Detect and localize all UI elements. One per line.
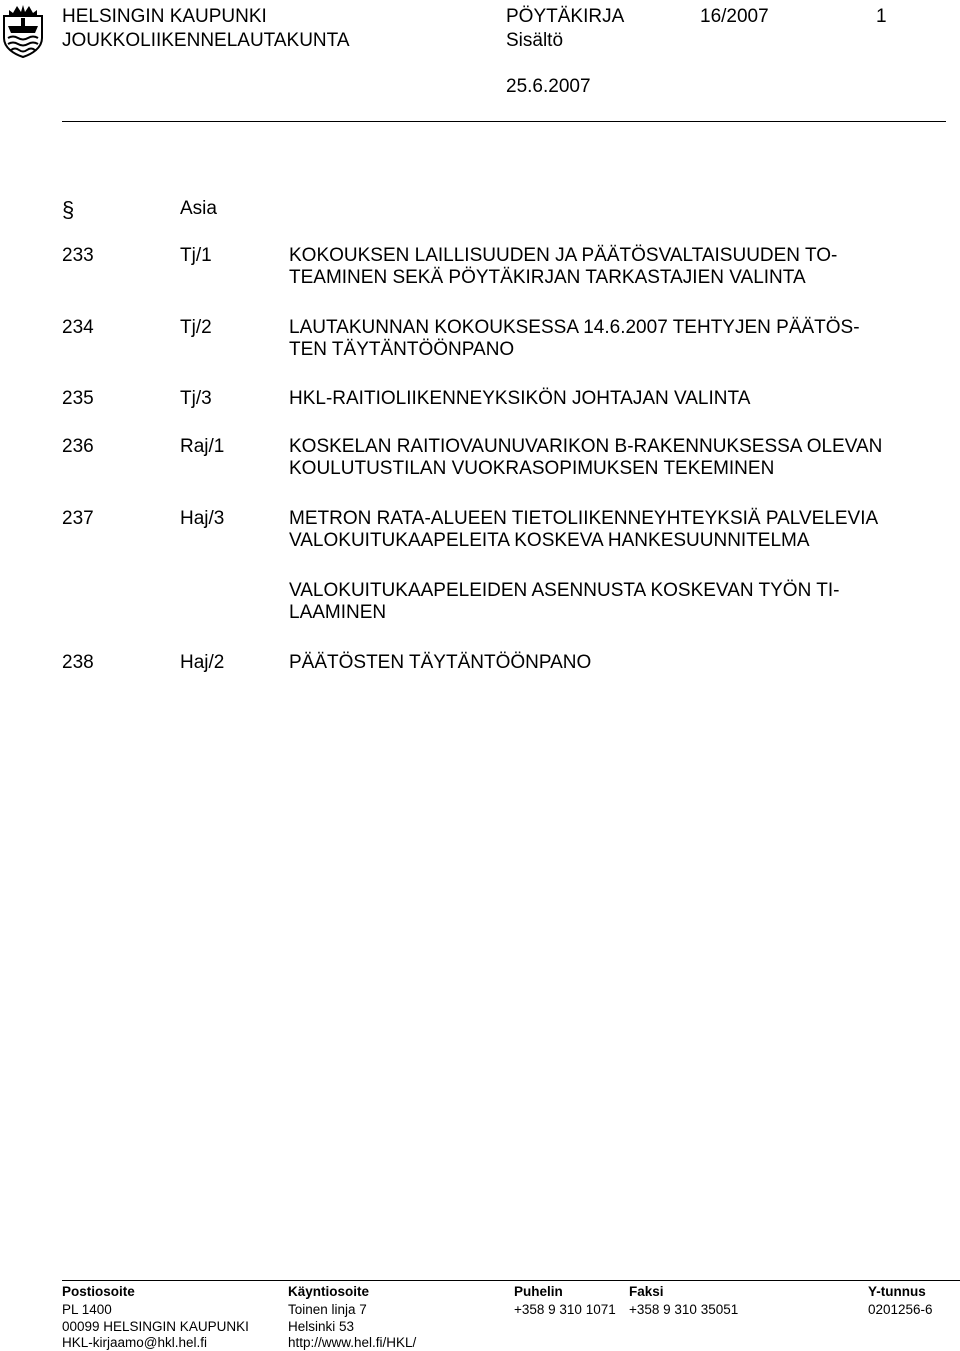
- document-subtitle: Sisältö: [506, 30, 564, 51]
- agenda-item-title-line: METRON RATA-ALUEEN TIETOLIIKENNEYHTEYKSIÄ PALVELEVIA: [289, 508, 879, 529]
- agenda-item-title-line: KOSKELAN RAITIOVAUNUVARIKON B-RAKENNUKSESSA OLEVAN: [289, 436, 883, 457]
- agenda-item-number: 233: [62, 245, 94, 266]
- page-number: 1: [876, 6, 887, 27]
- agenda-item-code: Tj/3: [180, 388, 212, 409]
- footer-divider: [62, 1280, 960, 1281]
- agenda-item-title: [289, 436, 949, 480]
- agenda-item-title-line: PÄÄTÖSTEN TÄYTÄNTÖÖNPANO: [289, 652, 592, 673]
- agenda-item-title-line: VALOKUITUKAAPELEIDEN ASENNUSTA KOSKEVAN TYÖN TI-: [289, 580, 840, 601]
- agenda-item-number: 234: [62, 317, 94, 338]
- footer-label-postal: Postiosoite: [62, 1284, 135, 1299]
- agenda-item-title: [289, 580, 949, 624]
- document-date: 25.6.2007: [506, 76, 591, 97]
- agenda-item-title: [289, 652, 949, 674]
- agenda-item-number: 238: [62, 652, 94, 673]
- agenda-item-title-line: TEN TÄYTÄNTÖÖNPANO: [289, 339, 515, 360]
- organization-name: HELSINGIN KAUPUNKI: [62, 6, 267, 27]
- agenda-item-title-line: KOULUTUSTILAN VUOKRASOPIMUKSEN TEKEMINEN: [289, 458, 775, 479]
- agenda-item-title: [289, 388, 949, 410]
- agenda-item-title-line: HKL-RAITIOLIIKENNEYKSIKÖN JOHTAJAN VALINTA: [289, 388, 751, 409]
- footer-postal-box: PL 1400: [62, 1302, 112, 1317]
- agenda-item-number: 235: [62, 388, 94, 409]
- agenda-item-title-line: LAAMINEN: [289, 602, 387, 623]
- helsinki-crest-icon: [2, 2, 44, 58]
- header-divider: [62, 121, 946, 122]
- agenda-item-title: [289, 245, 949, 289]
- document-number: 16/2007: [700, 6, 769, 27]
- agenda-item-number: 237: [62, 508, 94, 529]
- committee-name: JOUKKOLIIKENNELAUTAKUNTA: [62, 30, 350, 51]
- agenda-item-code: Tj/2: [180, 317, 212, 338]
- agenda-item-title-line: LAUTAKUNNAN KOKOUKSESSA 14.6.2007 TEHTYJEN PÄÄTÖS-: [289, 317, 860, 338]
- agenda-item-title-line: TEAMINEN SEKÄ PÖYTÄKIRJAN TARKASTAJIEN VALINTA: [289, 267, 806, 288]
- footer-website-link[interactable]: http://www.hel.fi/HKL/: [288, 1335, 417, 1350]
- subject-heading: Asia: [180, 198, 217, 219]
- footer-postal-city: 00099 HELSINGIN KAUPUNKI: [62, 1319, 249, 1334]
- footer-visiting-city: Helsinki 53: [288, 1319, 355, 1334]
- footer-business-id: 0201256-6: [868, 1302, 933, 1317]
- footer-label-business-id: Y-tunnus: [868, 1284, 926, 1299]
- agenda-item-title: [289, 317, 949, 361]
- section-mark: §: [62, 197, 75, 222]
- agenda-item-code: Tj/1: [180, 245, 212, 266]
- document-type: PÖYTÄKIRJA: [506, 6, 625, 27]
- footer-email-link[interactable]: HKL-kirjaamo@hkl.hel.fi: [62, 1335, 207, 1350]
- agenda-item-code: Raj/1: [180, 436, 225, 457]
- footer-label-visiting: Käyntiosoite: [288, 1284, 370, 1299]
- footer-label-fax: Faksi: [629, 1284, 664, 1299]
- agenda-item-number: 236: [62, 436, 94, 457]
- agenda-item-title-line: KOKOUKSEN LAILLISUUDEN JA PÄÄTÖSVALTAISUUDEN TO-: [289, 245, 838, 266]
- agenda-item-code: Haj/2: [180, 652, 225, 673]
- footer-phone: +358 9 310 1071: [514, 1302, 616, 1317]
- footer-label-phone: Puhelin: [514, 1284, 563, 1299]
- footer-visiting-street: Toinen linja 7: [288, 1302, 367, 1317]
- agenda-item-title-line: VALOKUITUKAAPELEITA KOSKEVA HANKESUUNNITELMA: [289, 530, 810, 551]
- agenda-item-code: Haj/3: [180, 508, 225, 529]
- agenda-item-title: [289, 508, 949, 552]
- footer-fax: +358 9 310 35051: [629, 1302, 739, 1317]
